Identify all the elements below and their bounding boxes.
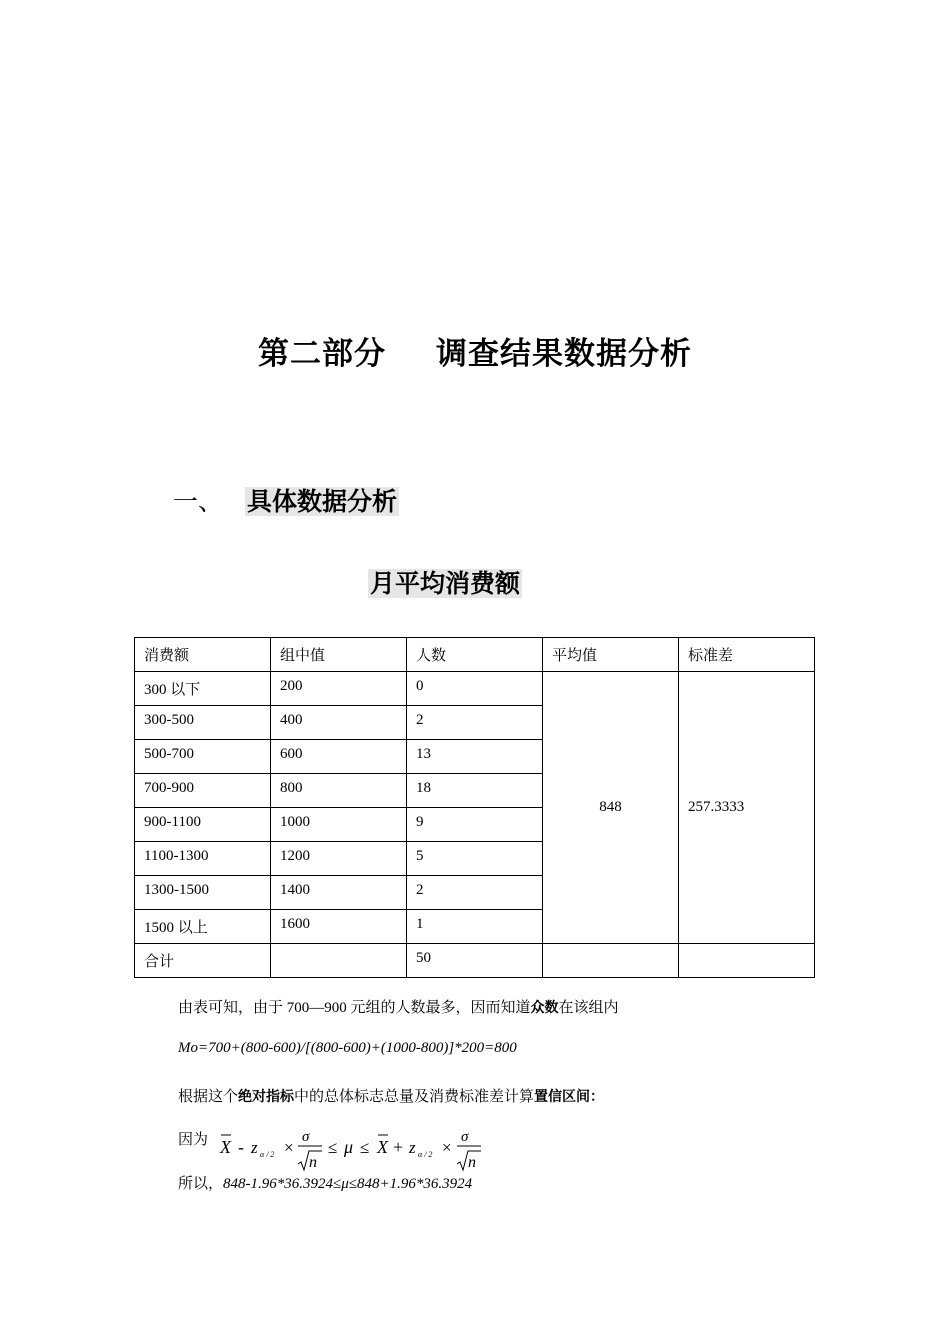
section-number: 一、 xyxy=(173,487,224,516)
empty-cell xyxy=(271,944,407,978)
part-label: 第二部分 xyxy=(258,336,386,372)
xbar-symbol: X xyxy=(377,1137,388,1157)
header-cell: 标准差 xyxy=(679,638,815,672)
ci-result xyxy=(178,1172,472,1193)
ci-explanation: 根据这个绝对指标中的总体标志总量及消费标准差计算置信区间： xyxy=(178,1089,605,1105)
times-sign: × xyxy=(284,1138,294,1157)
confidence-interval-formula xyxy=(218,1126,488,1176)
count-cell: 13 xyxy=(407,740,543,774)
consumption-table xyxy=(134,637,815,978)
midpoint-cell: 1000 xyxy=(271,808,407,842)
xbar-symbol: X xyxy=(220,1137,231,1157)
because-label: 因为 xyxy=(178,1132,209,1148)
count-cell: 2 xyxy=(407,706,543,740)
midpoint-cell: 1200 xyxy=(271,842,407,876)
range-cell: 300 以下 xyxy=(135,672,271,706)
alpha-subscript: α / 2 xyxy=(418,1150,433,1159)
section-title: 具体数据分析 xyxy=(247,487,398,516)
minus-sign: - xyxy=(238,1137,244,1157)
empty-cell xyxy=(679,944,815,978)
range-cell: 900-1100 xyxy=(135,808,271,842)
midpoint-cell: 800 xyxy=(271,774,407,808)
table-total-row xyxy=(135,944,815,978)
sigma-symbol: σ xyxy=(302,1129,310,1145)
table-header-row xyxy=(135,638,815,672)
part-title: 调查结果数据分析 xyxy=(436,336,692,372)
absolute-indicator-term: 绝对指标 xyxy=(238,1089,295,1105)
table-title: 月平均消费额 xyxy=(369,569,520,598)
range-cell: 500-700 xyxy=(135,740,271,774)
range-cell: 1300-1500 xyxy=(135,876,271,910)
count-cell: 0 xyxy=(407,672,543,706)
n-symbol: n xyxy=(309,1154,317,1171)
header-cell: 消费额 xyxy=(135,638,271,672)
mode-formula: Mo=700+(800-600)/[(800-600)+(1000-800)]*200=800 xyxy=(178,1040,517,1056)
range-cell: 1500 以上 xyxy=(135,910,271,944)
count-cell: 18 xyxy=(407,774,543,808)
n-symbol: n xyxy=(468,1154,476,1171)
ci-result-formula: 848-1.96*36.3924≤μ≤848+1.96*36.3924 xyxy=(223,1176,473,1192)
table-row xyxy=(135,672,815,706)
midpoint-cell: 1600 xyxy=(271,910,407,944)
confidence-interval-term: 置信区间： xyxy=(534,1089,605,1105)
midpoint-cell: 400 xyxy=(271,706,407,740)
total-label-cell: 合计 xyxy=(135,944,271,978)
count-cell: 1 xyxy=(407,910,543,944)
alpha-subscript: α / 2 xyxy=(260,1150,275,1159)
z-symbol: z xyxy=(251,1138,258,1157)
mean-cell: 848 xyxy=(543,672,679,944)
count-cell: 2 xyxy=(407,876,543,910)
so-label: 所以， xyxy=(178,1176,224,1192)
mode-explanation: 由表可知，由于 700—900 元组的人数最多，因而知道众数在该组内 xyxy=(178,1000,619,1016)
midpoint-cell: 200 xyxy=(271,672,407,706)
midpoint-cell: 1400 xyxy=(271,876,407,910)
leq-sign: ≤ xyxy=(360,1138,370,1157)
leq-sign: ≤ xyxy=(328,1138,338,1157)
range-cell: 700-900 xyxy=(135,774,271,808)
header-cell: 组中值 xyxy=(271,638,407,672)
range-cell: 1100-1300 xyxy=(135,842,271,876)
total-count-cell: 50 xyxy=(407,944,543,978)
z-symbol: z xyxy=(409,1138,416,1157)
std-cell: 257.3333 xyxy=(679,672,815,944)
part-heading xyxy=(0,328,950,373)
header-cell: 人数 xyxy=(407,638,543,672)
empty-cell xyxy=(543,944,679,978)
section-heading xyxy=(173,482,399,518)
plus-sign: + xyxy=(393,1137,404,1157)
midpoint-cell: 600 xyxy=(271,740,407,774)
count-cell: 9 xyxy=(407,808,543,842)
sigma-symbol: σ xyxy=(461,1129,469,1145)
count-cell: 5 xyxy=(407,842,543,876)
mu-symbol: μ xyxy=(344,1137,354,1157)
range-cell: 300-500 xyxy=(135,706,271,740)
header-cell: 平均值 xyxy=(543,638,679,672)
times-sign: × xyxy=(442,1138,452,1157)
mode-term: 众数 xyxy=(530,1000,559,1016)
